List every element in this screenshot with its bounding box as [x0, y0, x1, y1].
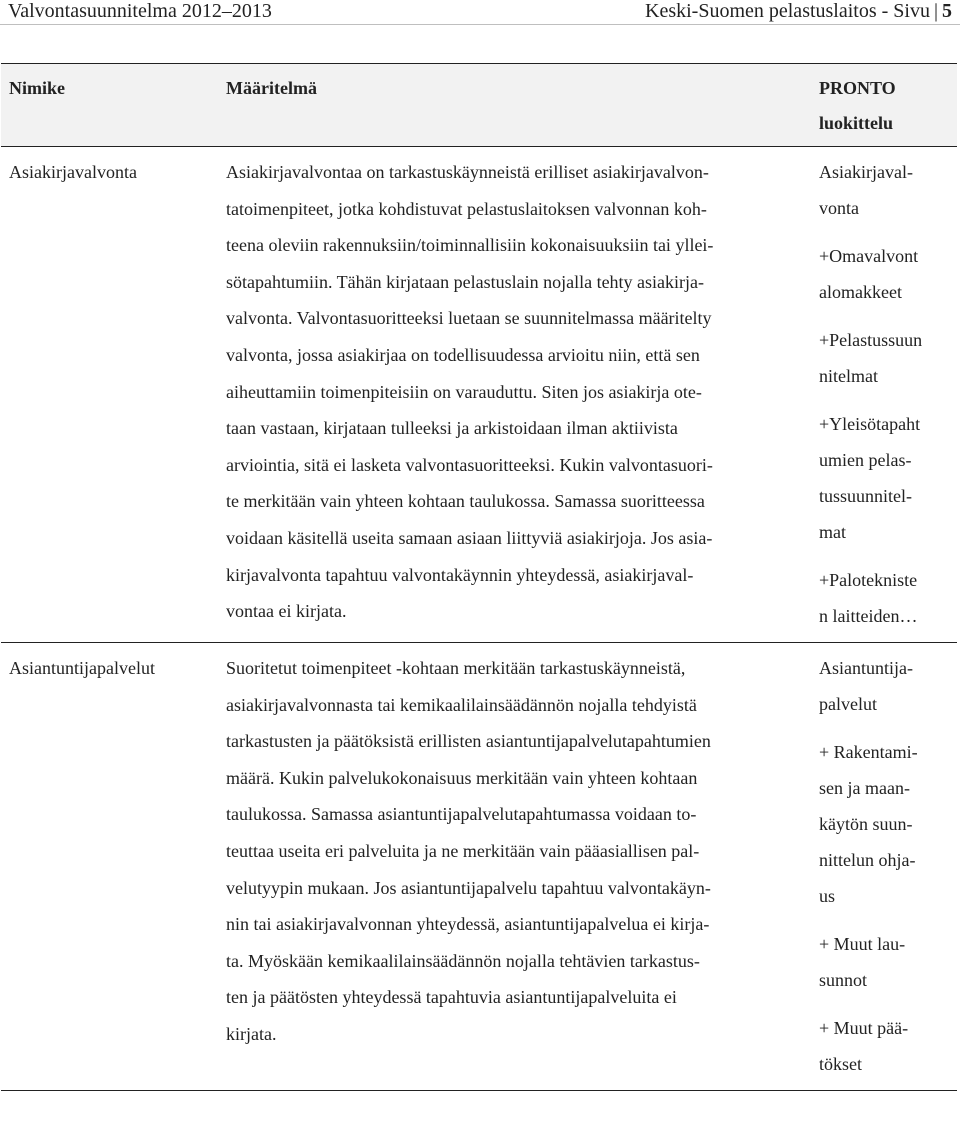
- pronto-item: [819, 926, 949, 998]
- pronto-item: [819, 734, 949, 914]
- definition-line: sötapahtumiin. Tähän kirjataan pelastuslain nojalla tehty asiakirja-: [226, 271, 705, 292]
- pronto-header-text: PRONTO luokittelu: [819, 78, 896, 133]
- column-header-maaritelma: Määritelmä: [218, 64, 811, 147]
- pronto-line: +Omavalvont: [819, 246, 919, 266]
- page-header: [0, 0, 960, 25]
- row-definition: [218, 147, 811, 643]
- definition-line: voidaan käsitellä useita samaan asiaan liittyviä asiakirjoja. Jos asia-: [226, 527, 713, 548]
- column-header-nimike: Nimike: [1, 64, 218, 147]
- definition-line: ten ja päätösten yhteydessä tapahtuvia asiantuntijapalveluita ei: [226, 987, 677, 1008]
- pronto-line: alomakkeet: [819, 282, 902, 302]
- pronto-line: Asiantuntija-: [819, 658, 913, 678]
- pronto-line: us: [819, 886, 836, 906]
- pronto-line: umien pelas-: [819, 450, 912, 470]
- definition-line: kirjata.: [226, 1023, 277, 1044]
- definition-line: Suoritetut toimenpiteet -kohtaan merkitään tarkastuskäynneistä,: [226, 658, 686, 678]
- definition-line: Asiakirjavalvontaa on tarkastuskäynneistä erilliset asiakirjavalvon-: [226, 162, 709, 182]
- row-title: Asiantuntijapalvelut: [1, 643, 218, 1091]
- definition-line: te merkitään vain yhteen kohtaan taulukossa. Samassa suoritteessa: [226, 491, 705, 512]
- pronto-item: [819, 238, 949, 310]
- pronto-line: + Rakentami-: [819, 742, 918, 762]
- pronto-line: nitelmat: [819, 366, 878, 386]
- pronto-line: + Muut pää-: [819, 1018, 909, 1038]
- organization-name: Keski-Suomen pelastuslaitos - Sivu: [645, 0, 930, 22]
- pronto-item: [819, 406, 949, 550]
- pronto-line: +Palotekniste: [819, 570, 918, 590]
- definition-line: arviointia, sitä ei lasketa valvontasuoritteeksi. Kukin valvontasuori-: [226, 454, 713, 475]
- pronto-item: [819, 322, 949, 394]
- definition-line: teena oleviin rakennuksiin/toiminnallisiin kokonaisuuksiin tai yllei-: [226, 235, 714, 256]
- row-title: Asiakirjavalvonta: [1, 147, 218, 643]
- pronto-line: nittelun ohja-: [819, 850, 916, 870]
- pronto-line: mat: [819, 522, 846, 542]
- table-row: [1, 643, 957, 1091]
- organization-page-label: [645, 0, 952, 22]
- definition-line: tatoimenpiteet, jotka kohdistuvat pelastuslaitoksen valvonnan koh-: [226, 198, 707, 219]
- pronto-item: [819, 154, 949, 226]
- definition-line: valvonta. Valvontasuoritteeksi luetaan se suunnitelmassa määritelty: [226, 308, 712, 329]
- table-header-row: [1, 64, 957, 147]
- pronto-line: käytön suun-: [819, 814, 913, 834]
- definition-line: aiheuttamiin toimenpiteisiin on varauduttu. Siten jos asiakirja ote-: [226, 381, 702, 402]
- column-header-pronto: [811, 64, 957, 147]
- table-row: [1, 147, 957, 643]
- row-pronto-classification: [811, 147, 957, 643]
- pronto-line: sunnot: [819, 970, 868, 990]
- definition-line: ta. Myöskään kemikaalilainsäädännön nojalla tehtävien tarkastus-: [226, 950, 700, 971]
- definition-line: vontaa ei kirjata.: [226, 601, 347, 622]
- pronto-item: [819, 1010, 949, 1082]
- definition-line: määrä. Kukin palvelukokonaisuus merkitään vain yhteen kohtaan: [226, 767, 698, 788]
- pronto-line: + Muut lau-: [819, 934, 906, 954]
- pronto-line: tökset: [819, 1054, 862, 1074]
- definition-line: velutyypin mukaan. Jos asiantuntijapalvelu tapahtuu valvontakäyn-: [226, 877, 711, 898]
- pronto-line: n laitteiden…: [819, 606, 918, 626]
- pronto-item: [819, 650, 949, 722]
- pronto-line: palvelut: [819, 694, 877, 714]
- definitions-table: [1, 63, 957, 1091]
- page-number: 5: [942, 0, 952, 22]
- pronto-line: vonta: [819, 198, 859, 218]
- definition-line: asiakirjavalvonnasta tai kemikaalilainsäädännön nojalla tehdyistä: [226, 694, 697, 715]
- pronto-item: [819, 562, 949, 634]
- pronto-line: sen ja maan-: [819, 778, 910, 798]
- page-separator: |: [933, 0, 938, 22]
- pronto-line: tussuunnitel-: [819, 486, 912, 506]
- definition-line: taulukossa. Samassa asiantuntijapalvelutapahtumassa voidaan to-: [226, 804, 697, 825]
- document-title: Valvontasuunnitelma 2012–2013: [8, 0, 272, 22]
- definition-line: teuttaa useita eri palveluita ja ne merkitään vain pääasiallisen pal-: [226, 840, 700, 861]
- definition-line: valvonta, jossa asiakirjaa on todellisuudessa arvioitu niin, että sen: [226, 344, 700, 365]
- pronto-line: Asiakirjaval-: [819, 162, 913, 182]
- pronto-line: +Yleisötapaht: [819, 414, 921, 434]
- definition-line: kirjavalvonta tapahtuu valvontakäynnin yhteydessä, asiakirjaval-: [226, 564, 694, 585]
- row-definition: [218, 643, 811, 1091]
- definition-line: taan vastaan, kirjataan tulleeksi ja arkistoidaan ilman aktiivista: [226, 418, 678, 439]
- definition-line: tarkastusten ja päätöksistä erillisten asiantuntijapalvelutapahtumien: [226, 731, 711, 752]
- row-pronto-classification: [811, 643, 957, 1091]
- pronto-line: +Pelastussuun: [819, 330, 923, 350]
- definition-line: nin tai asiakirjavalvonnan yhteydessä, asiantuntijapalvelua ei kirja-: [226, 914, 710, 935]
